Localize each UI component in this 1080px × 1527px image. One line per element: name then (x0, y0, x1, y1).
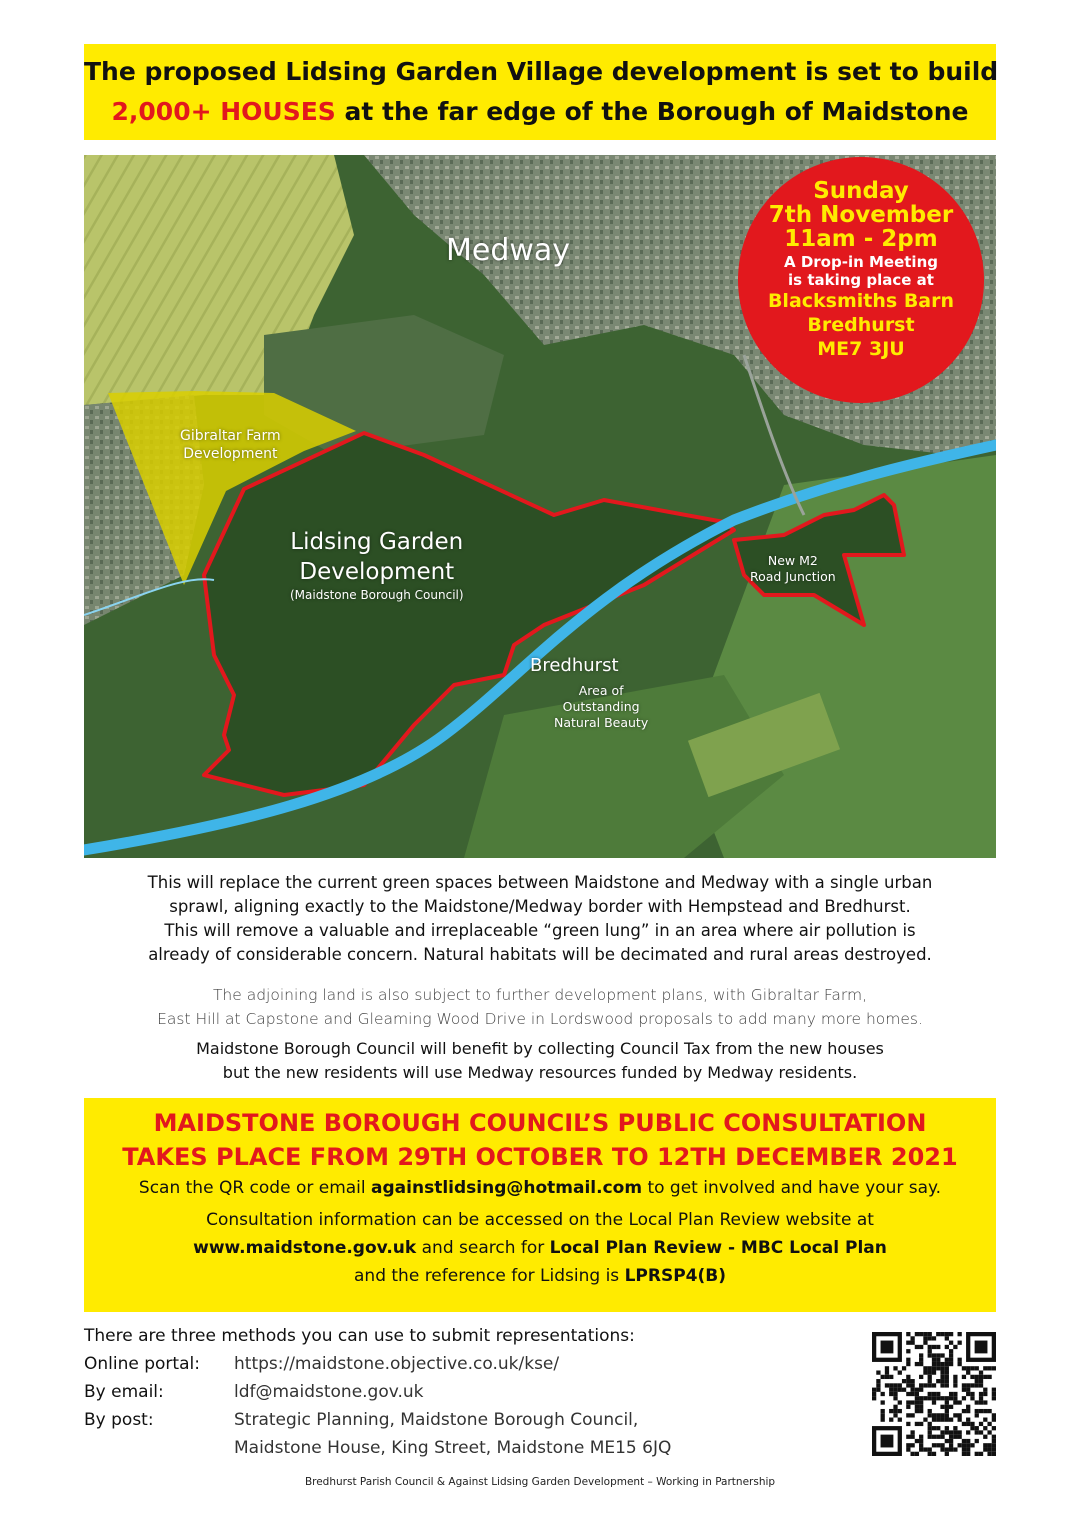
method-post: By post: Strategic Planning, Maidstone Borough Council, (84, 1410, 639, 1430)
scan-qr-line: Scan the QR code or email againstlidsing@hotmail.com to get involved and have your say. (138, 1178, 942, 1198)
reference-code: LPRSP4(B) (624, 1266, 726, 1286)
headline-line-2 (84, 92, 996, 132)
label-bredhurst: Bredhurst (530, 655, 619, 676)
event-badge (738, 157, 984, 403)
consultation-info-line: Consultation information can be accessed on the Local Plan Review website at (206, 1210, 874, 1230)
reference-line: and the reference for Lidsing is LPRSP4(B) (354, 1266, 726, 1286)
consultation-banner (84, 1098, 996, 1312)
portal-link[interactable]: https://maidstone.objective.co.uk/kse/ (234, 1354, 560, 1374)
method-online-portal: Online portal: https://maidstone.objective.co.uk/kse/ (84, 1350, 671, 1378)
label-junction: New M2 Road Junction (750, 553, 836, 584)
label-lidsing: Lidsing Garden Development (Maidstone Borough Council) (290, 529, 464, 602)
event-time: 11am - 2pm (784, 226, 938, 252)
paragraph-council-tax: Maidstone Borough Council will benefit by collecting Council Tax from the new houses but the new residents will use Medway resources funded by Medway residents. (196, 1039, 884, 1082)
event-desc-1: A Drop-in Meeting (784, 253, 938, 271)
label-gibraltar: Gibraltar Farm Development (180, 428, 281, 462)
event-venue-1: Blacksmiths Barn (767, 290, 955, 312)
contact-email-link[interactable]: againstlidsing@hotmail.com (371, 1178, 643, 1198)
paragraph-green-spaces: This will replace the current green spaces between Maidstone and Medway with a single urban sprawl, aligning exactly to the Maidstone/Medway border with Hempstead and Bredhurst. This will remove a valuable and irreplaceable “green lung” in an area where air pollution is already of considerable concern. Natural habitats will be decimated and rural areas destroyed. (147, 873, 933, 964)
label-aonb: Area of Outstanding Natural Beauty (554, 683, 649, 730)
houses-highlight: 2,000+ HOUSES (111, 97, 336, 126)
method-post-line-2: Maidstone House, King Street, Maidstone ME15 6JQ (234, 1438, 672, 1458)
event-date: 7th November (768, 202, 954, 228)
submission-methods (84, 1322, 671, 1462)
qr-code-graphic (872, 1332, 996, 1456)
website-link[interactable]: www.maidstone.gov.uk (193, 1238, 417, 1258)
footer-credit: Bredhurst Parish Council & Against Lidsing Garden Development – Working in Partnership (304, 1476, 776, 1488)
methods-intro: There are three methods you can use to submit representations: (84, 1326, 635, 1346)
consultation-heading-2: TAKES PLACE FROM 29TH OCTOBER TO 12TH DECEMBER 2021 (122, 1143, 958, 1171)
ldf-email-link[interactable]: ldf@maidstone.gov.uk (234, 1382, 424, 1402)
headline-banner (84, 44, 999, 140)
search-term: Local Plan Review - MBC Local Plan (549, 1238, 887, 1258)
event-desc-2: is taking place at (788, 271, 934, 289)
website-line: www.maidstone.gov.uk and search for Local Plan Review - MBC Local Plan (193, 1238, 887, 1258)
headline-line-1: The proposed Lidsing Garden Village development is set to build (84, 57, 999, 86)
headline-line-2-rest: at the far edge of the Borough of Maidstone (335, 97, 969, 126)
paragraph-adjoining-land: The adjoining land is also subject to further development plans, with Gibraltar Farm, East Hill at Capstone and Gleaming Wood Drive in Lordswood proposals to add many more homes. (157, 986, 923, 1028)
qr-code[interactable] (872, 1332, 996, 1456)
event-venue-3: ME7 3JU (817, 338, 905, 360)
label-medway: Medway (446, 233, 571, 268)
event-day: Sunday (813, 178, 909, 204)
consultation-heading-1: MAIDSTONE BOROUGH COUNCIL’S PUBLIC CONSULTATION (153, 1109, 927, 1137)
method-email: By email: ldf@maidstone.gov.uk (84, 1378, 671, 1406)
event-venue-2: Bredhurst (807, 314, 915, 336)
